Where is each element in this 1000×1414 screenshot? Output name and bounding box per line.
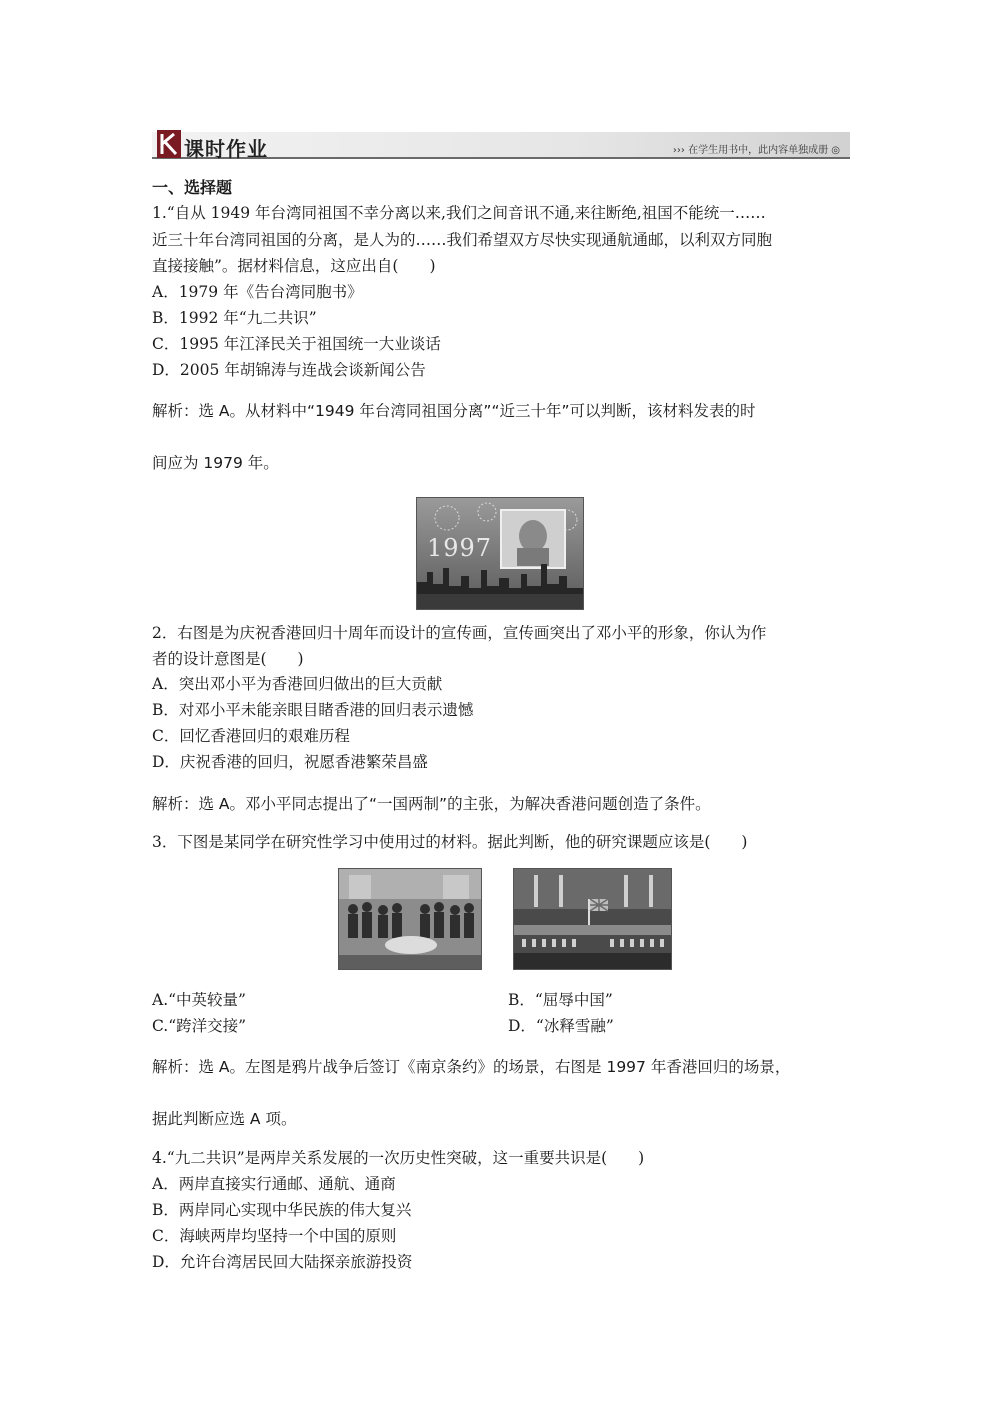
header-note: ››› 在学生用书中，此内容单独成册 ◎ — [672, 145, 840, 156]
q2-line-2: 者的设计意图是( ) — [152, 650, 304, 668]
q4-option-d: D．允许台湾居民回大陆探亲旅游投资 — [152, 1253, 413, 1271]
q1-answer-line-2: 间应为 1979 年。 — [152, 454, 279, 472]
section-title: 一、选择题 — [152, 178, 233, 197]
q4-option-c: C．海峡两岸均坚持一个中国的原则 — [152, 1227, 397, 1245]
q1-option-a: A．1979 年《告台湾同胞书》 — [152, 283, 363, 301]
q3-option-d: D．“冰释雪融” — [508, 1017, 614, 1035]
q2-option-d: D．庆祝香港的回归，祝愿香港繁荣昌盛 — [152, 753, 428, 771]
q2-option-a: A．突出邓小平为香港回归做出的巨大贡献 — [152, 675, 443, 693]
q3-answer-line-1: 解析：选 A。左图是鸦片战争后签订《南京条约》的场景，右图是 1997 年香港回归的场景， — [152, 1058, 791, 1076]
treaty-scene-artwork — [339, 869, 481, 969]
handover-scene-artwork — [514, 869, 671, 969]
q4-option-a: A．两岸直接实行通邮、通航、通商 — [152, 1175, 396, 1193]
q4-option-b: B．两岸同心实现中华民族的伟大复兴 — [152, 1201, 412, 1219]
q4-line-1: 4.“九二共识”是两岸关系发展的一次历史性突破，这一重要共识是( ) — [152, 1149, 645, 1167]
poster-year-label: 1997 — [427, 534, 493, 562]
q1-line-2: 近三十年台湾同祖国的分离，是人为的……我们希望双方尽快实现通航通邮，以利双方同胞 — [152, 231, 773, 249]
treaty-of-nanking-image — [338, 868, 482, 970]
q1-option-b: B．1992 年“九二共识” — [152, 309, 317, 327]
q1-option-c: C．1995 年江泽民关于祖国统一大业谈话 — [152, 335, 441, 353]
q1-line-3: 直接接触”。据材料信息，这应出自( ) — [152, 257, 436, 275]
q3-answer-line-2: 据此判断应选 A 项。 — [152, 1110, 297, 1128]
q2-option-b: B．对邓小平未能亲眼目睹香港的回归表示遗憾 — [152, 701, 474, 719]
q3-line-1: 3．下图是某同学在研究性学习中使用过的材料。据此判断，他的研究课题应该是( ) — [152, 833, 748, 851]
q1-answer-line-1: 解析：选 A。从材料中“1949 年台湾同祖国分离”“近三十年”可以判断，该材料发表的时 — [152, 402, 756, 420]
q3-option-c: C.“跨洋交接” — [152, 1017, 247, 1035]
k-logo-icon — [156, 128, 182, 160]
header-title: 课时作业 — [184, 137, 268, 161]
q2-option-c: C．回忆香港回归的艰难历程 — [152, 727, 350, 745]
q3-option-b: B．“屈辱中国” — [508, 991, 613, 1009]
q1-option-d: D．2005 年胡锦涛与连战会谈新闻公告 — [152, 361, 426, 379]
q2-line-1: 2．右图是为庆祝香港回归十周年而设计的宣传画，宣传画突出了邓小平的形象，你认为作 — [152, 624, 767, 642]
q3-option-a: A.“中英较量” — [152, 991, 246, 1009]
q2-answer: 解析：选 A。邓小平同志提出了“一国两制”的主张，为解决香港问题创造了条件。 — [152, 795, 711, 813]
q1-line-1: 1.“自从 1949 年台湾同祖国不幸分离以来,我们之间音讯不通,来往断绝,祖国不能统一…… — [152, 204, 766, 222]
hk-return-poster-image — [416, 497, 584, 610]
header-banner — [152, 128, 850, 162]
hk-handover-ceremony-image — [513, 868, 672, 970]
